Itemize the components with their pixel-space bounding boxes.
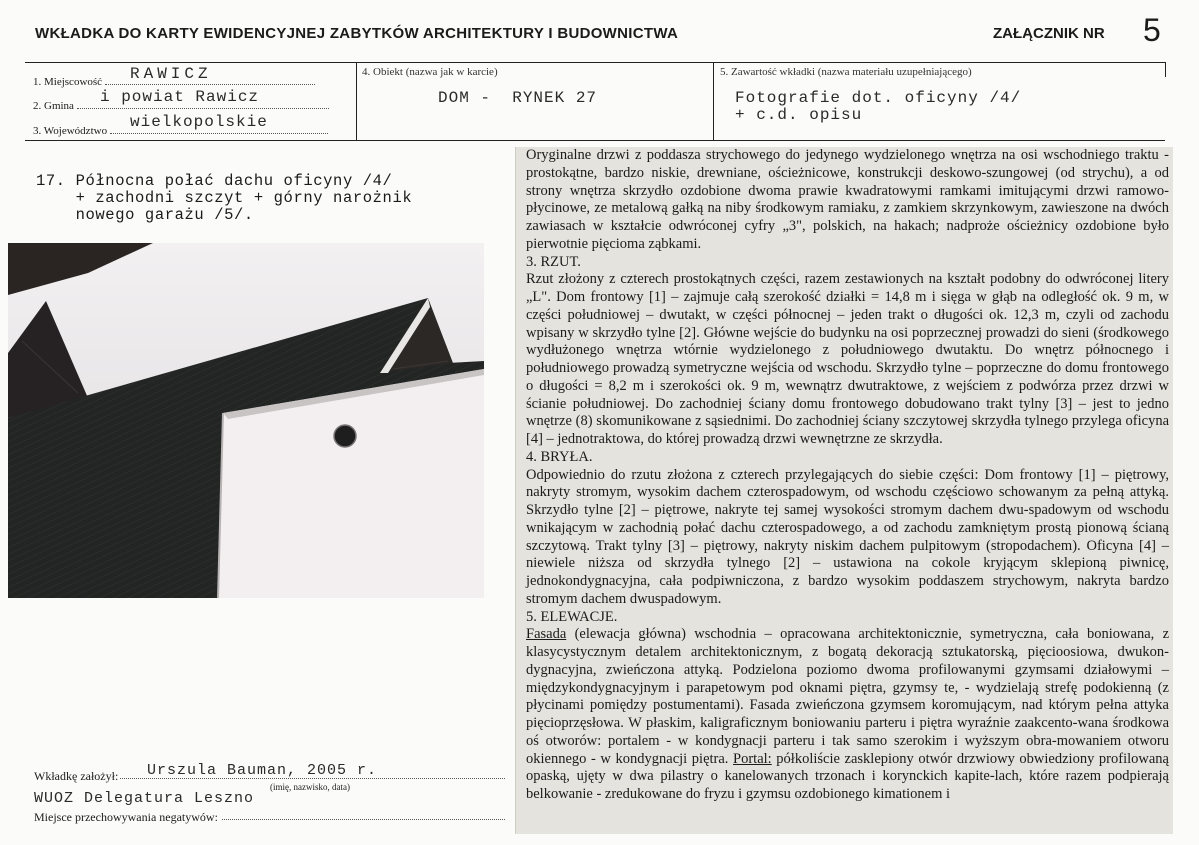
fasada-text: (elewacja główna) wschodnia – opracowana architektonicznie, symetryczna, cała boniowana, z klasycystycznym detalem architektonicznym, z bogatą dekoracją sztukatorską, pięcioosiowa, dwukon-dygnacyjna, zwieńczona attyką. Podzielona poziomo dwoma profilowanymi gzymsami działowymi – międzykondygnacyjnym i parapetowym pod oknami piętra, gzymsy te, - wydzielają strefę podokienną (z płycinami pomiędzy postumentami). Fasada zwieńczona gzymsem koromującym, nad którym pełna attyka pięcioprzęsłowa. W płaskim, kaligraficznym boniowaniu parteru i piętra wyraźnie zaakcento-wana środkowa oś otworów: portalem - w kondygnacji parteru i tak samo szerokim i wyższym obra-mowaniem otworu okiennego - w kondygnacji piętra. bbox=[526, 626, 1169, 767]
zalozyl-value: Urszula Bauman, 2005 r. bbox=[147, 762, 378, 779]
building-photo bbox=[8, 243, 484, 598]
gmina-label: 2. Gmina bbox=[33, 100, 74, 112]
paragraph-bryla: Odpowiednio do rzutu złożona z czterech przylegających do siebie części: Dom frontowy [1] – piętrowy, nakryty stromym, wysokim dachem czterospadowym, od wschodu częściowo schowanym za pełną attyką. Skrzydło tylne [2] – piętrowe, nakryte tej samej wysokości stromym dachem dwu-spadowym od wschodu wnikającym w zachodnią połać dachu czterospadowego, a od zachodu zamkniętym prostą pionową ścianą szczytową. Trakt tylny [3] – piętrowy, nakryty niskim dachem pulpitowym (stropodachem). Oficyna [4] – niewiele niższa od skrzydła tylnego [2] – ustawiona na cokole kryjącym sklepioną piwnicę, jednokondygnacyjna, cała podpiwniczona, z bardzo wysokim poddaszem strychowym, nakryta bardzo stromym dachem dwuspadowym. bbox=[526, 466, 1169, 607]
miejsce-dotted-line bbox=[222, 807, 505, 820]
section-heading-rzut: 3. RZUT. bbox=[526, 253, 581, 270]
miejsce-label: Miejsce przechowywania negatywów: bbox=[34, 810, 218, 824]
card-title: WKŁADKA DO KARTY EWIDENCYJNEJ ZABYTKÓW ARCHITEKTURY I BUDOWNICTWA bbox=[35, 25, 679, 42]
paragraph-elewacje bbox=[526, 626, 1169, 804]
section-heading-elewacje: 5. ELEWACJE. bbox=[526, 608, 618, 625]
obiekt-value: DOM - RYNEK 27 bbox=[438, 89, 598, 107]
wojewodztwo-label: 3. Województwo bbox=[33, 125, 108, 137]
header-top-rule bbox=[25, 62, 1165, 63]
zalozyl-hint: (imię, nazwisko, data) bbox=[270, 782, 350, 792]
annex-label: ZAŁĄCZNIK NR bbox=[993, 25, 1105, 42]
paragraph-doors: Oryginalne drzwi z poddasza strychowego do jedynego wydzielonego wnętrza na osi wschodniego traktu - prostokątne, bardzo niskie, drewniane, ościeżnicowe, konstrukcji deskowo-szungowej (od strychu), a od strony wnętrza skrzydło ozdobione dwoma prawie kwadratowymi ramkami imitującymi drzwi ramowo-płycinowe, ze metalową gałką na niby środkowym ramiaku, z zamkiem skrzynkowym, zawieszone na dwóch zawiasach w kształcie odwróconej cyfry „3", polskich, na hakach; nadproże ościeżnicy ozdobione było pierwotnie pięciomа ząbkami. bbox=[526, 147, 1169, 252]
description-panel bbox=[515, 147, 1173, 834]
zalozyl-label: Wkładkę założył: bbox=[34, 769, 119, 783]
column-divider-1 bbox=[356, 62, 357, 140]
column-divider-3 bbox=[1165, 62, 1166, 77]
section-heading-bryla: 4. BRYŁA. bbox=[526, 448, 593, 465]
column-divider-2 bbox=[713, 62, 714, 140]
gmina-value: i powiat Rawicz bbox=[100, 88, 260, 106]
photo-caption: 17. Północna połać dachu oficyny /4/ + zachodni szczyt + górny narożnik nowego garażu /5/. bbox=[36, 172, 413, 224]
zawartosc-value-line2: + c.d. opisu bbox=[735, 106, 863, 124]
zawartosc-value-line1: Fotografie dot. oficyny /4/ bbox=[735, 89, 1022, 107]
header-bottom-rule bbox=[25, 140, 1165, 141]
portal-text: półkoliście zasklepiony otwór drzwiowy obwiedziony profilowaną opaską, ujęty w dwa pilastry o kanelowanych trzonach i korynckich kapite-lach, które razem podpierają belkowanie - zredukowane do fryzu i gzymsu ozdobionego kimationem i bbox=[526, 750, 1169, 802]
miejscowosc-value: RAWICZ bbox=[130, 65, 212, 83]
zawartosc-label: 5. Zawartość wkładki (nazwa materiału uzupełniającego) bbox=[720, 66, 972, 78]
miejsce-value: WUOZ Delegatura Leszno bbox=[34, 790, 255, 807]
fasada-term: Fasada bbox=[526, 626, 567, 643]
annex-number: 5 bbox=[1143, 12, 1161, 48]
paragraph-rzut: Rzut złożony z czterech prostokątnych części, razem zestawionych na kształt podobny do odwróconej litery „L". Dom frontowy [1] – zajmuje całą szerokość działki = 14,8 m i sięga w głąb na odległość ok. 9 m, w części południowej – dwutakt, w części północnej – jeden trakt o długości ok. 12,3 m, czyli od zachodu wpisany w skrzydło tylne [2]. Główne wejście do budynku na osi poprzecznej prowadzi do sieni (środkowego wydłużonego wnętrza wtórnie wydzielonego z południowego dwutaktu. Do wnętrz północnego i południowego prowadzą symetryczne wejścia od wschodu. Skrzydło tylne – poprzeczne do domu frontowego o długości = 8,2 m i szerokości ok. 9 m, wewnątrz dwutraktowe, z wejściem z podwórza przez drzwi w ścianie południowej. Do zachodniej ściany domu frontowego dobudowano trakt tylny [3] – jest to jedno wnętrze (8) skomunikowane z sąsiednimi. Do zachodniej ściany szczytowej skrzydła tylnego przylega oficyna [4] – jednotraktowa, do której prowadzą drzwi wewnętrzne ze skrzydła. bbox=[526, 271, 1169, 447]
wojewodztwo-value: wielkopolskie bbox=[130, 113, 268, 131]
obiekt-label: 4. Obiekt (nazwa jak w karcie) bbox=[362, 66, 498, 78]
miejscowosc-label: 1. Miejscowość bbox=[33, 76, 103, 88]
portal-term: Portal: bbox=[733, 750, 772, 767]
